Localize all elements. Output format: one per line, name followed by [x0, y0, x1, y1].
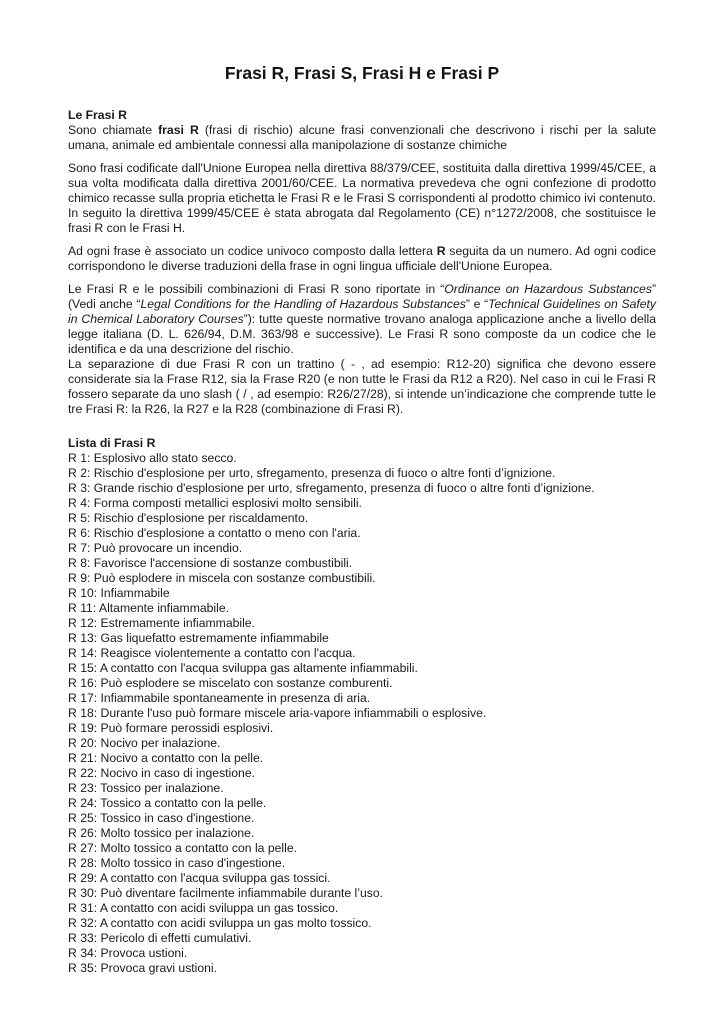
paragraph-text: Le Frasi R e le possibili combinazioni di Frasi R sono riportate in “	[68, 282, 445, 296]
bold-frasi-r: frasi R	[158, 123, 199, 137]
paragraph-text: (frasi di rischio) alcune frasi convenzionali che descrivono i rischi per la salute umana, animale ed ambientale connessi alla manipolazione di sostanze chimiche	[68, 123, 656, 152]
frasi-r-list-item: R 34: Provoca ustioni.	[68, 946, 188, 960]
frasi-r-list-item: R 8: Favorisce l'accensione di sostanze combustibili.	[68, 556, 353, 570]
frasi-r-list-item: R 29: A contatto con l'acqua sviluppa gas tossici.	[68, 871, 331, 885]
lista-frasi-r-heading: Lista di Frasi R	[68, 436, 156, 450]
frasi-r-list-item: R 1: Esplosivo allo stato secco.	[68, 451, 237, 465]
frasi-r-list-item: R 21: Nocivo a contatto con la pelle.	[68, 751, 264, 765]
paragraph-text: ” (Vedi anche “	[68, 282, 656, 311]
frasi-r-list-item: R 28: Molto tossico in caso d'ingestione.	[68, 856, 286, 870]
section-le-frasi-r	[68, 108, 656, 417]
paragraph-codice	[68, 244, 656, 274]
italic-technical-guidelines-title: Technical Guidelines on Safety in Chemical Laboratory Courses	[68, 297, 656, 326]
page-title: Frasi R, Frasi S, Frasi H e Frasi P	[224, 63, 500, 83]
frasi-r-list-item: R 22: Nocivo in caso di ingestione.	[68, 766, 255, 780]
frasi-r-list-item: R 27: Molto tossico a contatto con la pelle.	[68, 841, 297, 855]
frasi-r-list-item: R 11: Altamente infiammabile.	[68, 601, 229, 615]
frasi-r-list-item: R 7: Può provocare un incendio.	[68, 541, 243, 555]
frasi-r-list-item: R 5: Rischio d'esplosione per riscaldamento.	[68, 511, 309, 525]
frasi-r-list-item: R 33: Pericolo di effetti cumulativi.	[68, 931, 252, 945]
paragraph-text: Ad ogni frase è associato un codice univoco composto dalla lettera	[68, 244, 437, 258]
frasi-r-list-item: R 13: Gas liquefatto estremamente infiammabile	[68, 631, 329, 645]
frasi-r-list	[68, 451, 656, 976]
paragraph-text: Sono chiamate	[68, 123, 159, 137]
paragraph-text: seguita da un numero. Ad ogni codice corrispondono le diverse traduzioni della frase in ogni lingua ufficiale dell'Unione Europea.	[68, 244, 656, 273]
bold-lettera-r: R	[436, 244, 446, 258]
frasi-r-list-item: R 32: A contatto con acidi sviluppa un gas molto tossico.	[68, 916, 372, 930]
frasi-r-list-item: R 24: Tossico a contatto con la pelle.	[68, 796, 267, 810]
frasi-r-list-item: R 20: Nocivo per inalazione.	[68, 736, 221, 750]
italic-ordinance-title: Ordinance on Hazardous Substances	[444, 282, 652, 296]
frasi-r-list-item: R 18: Durante l'uso può formare miscele aria-vapore infiammabili o esplosive.	[68, 706, 487, 720]
frasi-r-list-item: R 35: Provoca gravi ustioni.	[68, 961, 218, 975]
frasi-r-list-item: R 2: Rischio d'esplosione per urto, sfregamento, presenza di fuoco o altre fonti d’ignizione.	[68, 466, 556, 480]
frasi-r-list-item: R 16: Può esplodere se miscelato con sostanze comburenti.	[68, 676, 393, 690]
paragraph-text: ” e “	[465, 297, 489, 311]
frasi-r-list-item: R 26: Molto tossico per inalazione.	[68, 826, 255, 840]
frasi-r-list-item: R 23: Tossico per inalazione.	[68, 781, 224, 795]
frasi-r-list-item: R 17: Infiammabile spontaneamente in presenza di aria.	[68, 691, 371, 705]
paragraph-definizione	[68, 123, 656, 153]
frasi-r-list-item: R 4: Forma composti metallici esplosivi molto sensibili.	[68, 496, 362, 510]
frasi-r-list-item: R 10: Infiammabile	[68, 586, 170, 600]
frasi-r-list-item: R 12: Estremamente infiammabile.	[68, 616, 255, 630]
frasi-r-list-item: R 9: Può esplodere in miscela con sostanze combustibili.	[68, 571, 376, 585]
le-frasi-r-heading: Le Frasi R	[68, 108, 127, 122]
paragraph-combinazioni	[68, 282, 656, 357]
section-lista-frasi-r	[68, 436, 656, 976]
frasi-r-list-item: R 15: A contatto con l'acqua sviluppa gas altamente infiammabili.	[68, 661, 418, 675]
italic-legal-conditions-title: Legal Conditions for the Handling of Hazardous Substances	[140, 297, 466, 311]
paragraph-direttive: Sono frasi codificate dall'Unione Europea nella direttiva 88/379/CEE, sostituita dalla direttiva 1999/45/CEE, a sua volta modificata dalla direttiva 2001/60/CEE. La normativa prevedeva che ogni confezione di prodotto chimico recasse sulla propria etichetta le Frasi R e le Frasi S corrispondenti al prodotto chimico ivi contenuto. In seguito la direttiva 1999/45/CEE è stata abrogata dal Regolamento (CE) n°1272/2008, che sostituisce le frasi R con le Frasi H.	[68, 161, 656, 235]
frasi-r-list-item: R 25: Tossico in caso d'ingestione.	[68, 811, 255, 825]
paragraph-separazione: La separazione di due Frasi R con un trattino ( - , ad esempio: R12-20) significa che devono essere considerate sia la Frase R12, sia la Frase R20 (e non tutte le Frasi da R12 a R20). Nel caso in cui le Frasi R fossero separate da uno slash ( / , ad esempio: R26/27/28), si intende un’indicazione che comprende tutte le tre Frasi R: la R26, la R27 e la R28 (combinazione di Frasi R).	[68, 357, 656, 416]
frasi-r-list-item: R 30: Può diventare facilmente infiammabile durante l’uso.	[68, 886, 384, 900]
frasi-r-list-item: R 14: Reagisce violentemente a contatto con l'acqua.	[68, 646, 356, 660]
frasi-r-list-item: R 3: Grande rischio d'esplosione per urto, sfregamento, presenza di fuoco o altre fonti d’ignizione.	[68, 481, 595, 495]
paragraph-text: ”): tutte queste normative trovano analoga applicazione anche a livello della legge italiana (D. L. 626/94, D.M. 363/98 e successive). Le Frasi R sono composte da un codice che le identifica e da una descrizione del rischio.	[68, 312, 656, 356]
frasi-r-list-item: R 6: Rischio d'esplosione a contatto o meno con l'aria.	[68, 526, 361, 540]
frasi-r-list-item: R 31: A contatto con acidi sviluppa un gas tossico.	[68, 901, 339, 915]
frasi-r-list-item: R 19: Può formare perossidi esplosivi.	[68, 721, 274, 735]
